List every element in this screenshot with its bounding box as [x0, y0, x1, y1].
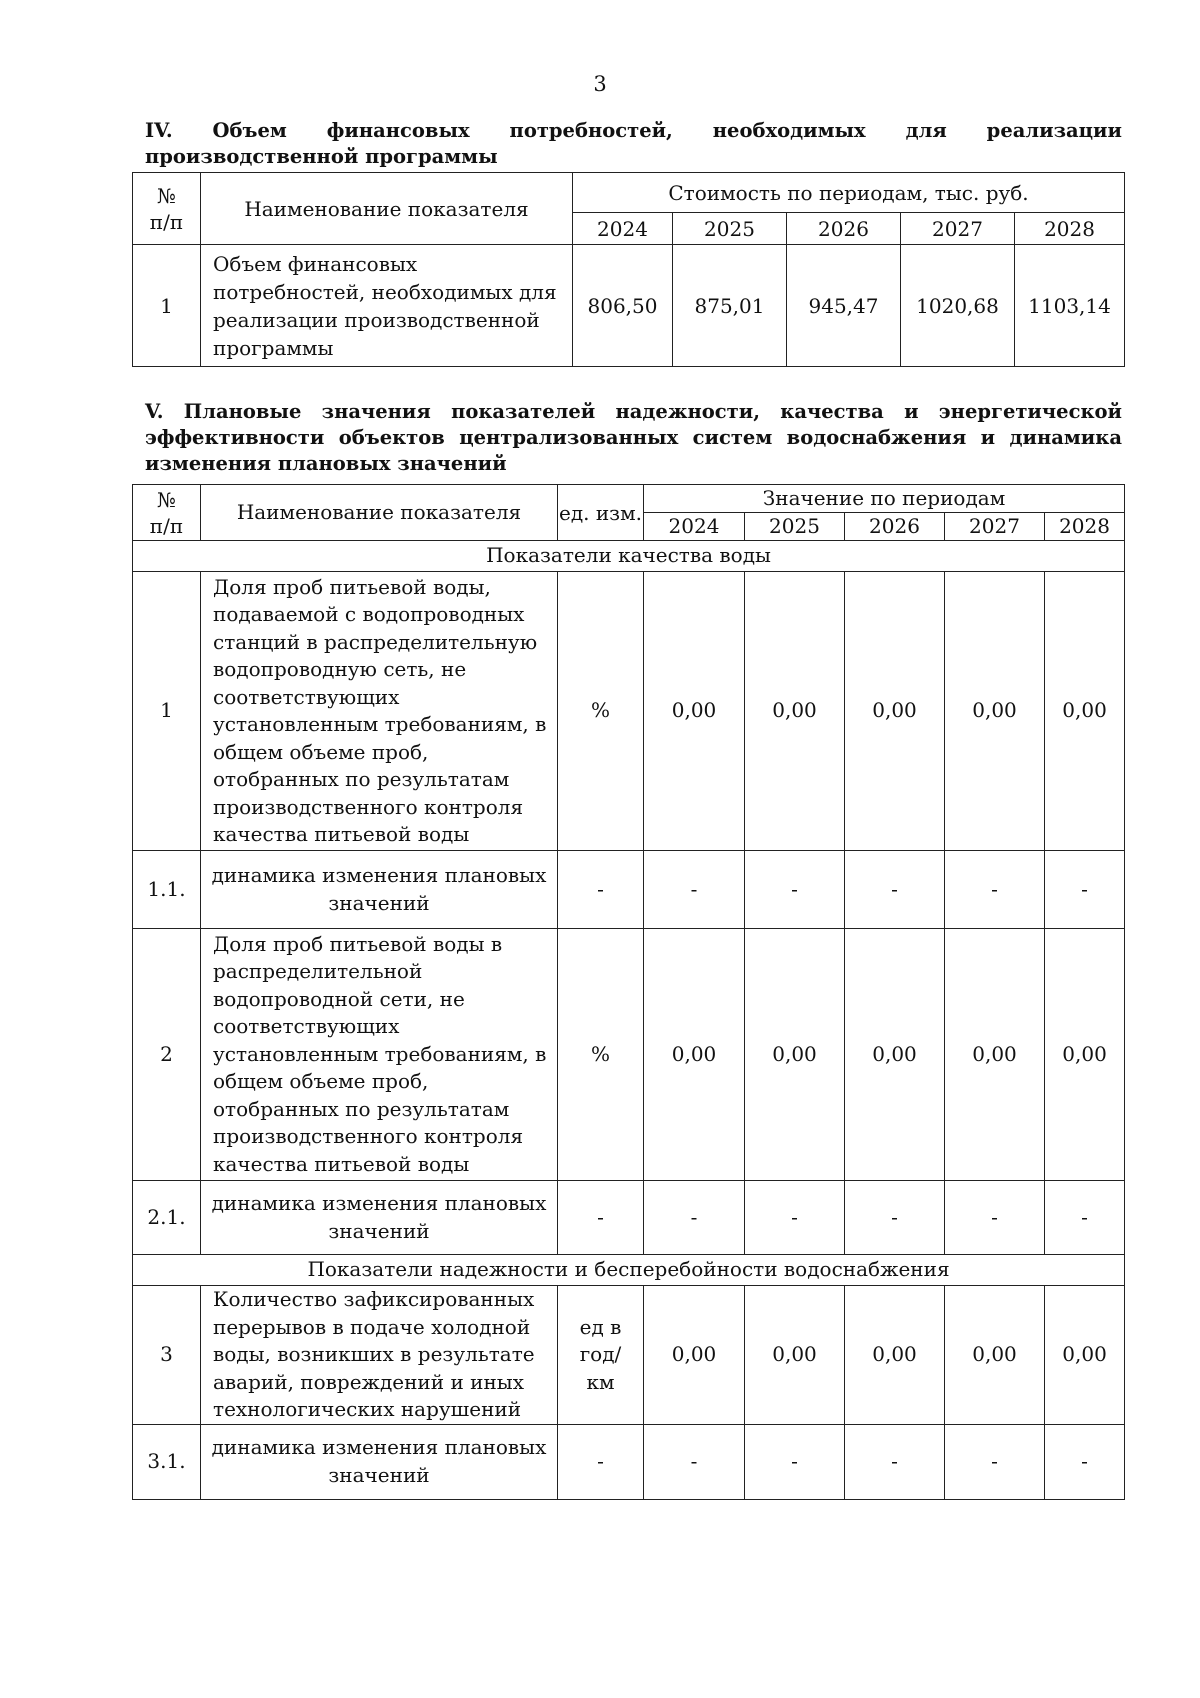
reliability-quality-table — [132, 484, 1125, 1500]
table-row — [133, 851, 1125, 929]
row-value: 945,47 — [787, 245, 901, 367]
year-header: 2027 — [901, 213, 1015, 245]
row-unit: - — [558, 851, 644, 929]
row-value: 0,00 — [845, 929, 945, 1181]
row-value: - — [745, 1181, 845, 1255]
section-5-title: V. Плановые значения показателей надежности, качества и энергетической эффективности объектов централизованных систем водоснабжения и динамика изменения плановых значений — [145, 400, 1122, 475]
year-header: 2024 — [644, 513, 745, 541]
page-number: 3 — [593, 72, 607, 96]
year-header: 2026 — [845, 513, 945, 541]
row-number: 1 — [133, 572, 201, 851]
row-value: - — [1045, 851, 1125, 929]
year-header: 2026 — [787, 213, 901, 245]
row-value: 1103,14 — [1015, 245, 1125, 367]
row-value: 0,00 — [1045, 1286, 1125, 1425]
table-row — [133, 1181, 1125, 1255]
row-indicator-name: динамика изменения плановых значений — [201, 851, 558, 929]
row-value: 0,00 — [644, 572, 745, 851]
year-header: 2028 — [1015, 213, 1125, 245]
col-header-indicator: Наименование показателя — [201, 173, 573, 245]
row-number: 1.1. — [133, 851, 201, 929]
year-header: 2028 — [1045, 513, 1125, 541]
year-header: 2024 — [573, 213, 673, 245]
row-value: - — [644, 1181, 745, 1255]
row-value: 806,50 — [573, 245, 673, 367]
row-number: 3 — [133, 1286, 201, 1425]
row-value: - — [745, 851, 845, 929]
section-4-title: IV. Объем финансовых потребностей, необходимых для реализации производственной программы — [145, 119, 1122, 168]
row-value: 0,00 — [845, 1286, 945, 1425]
row-number: 1 — [133, 245, 201, 367]
row-value: 875,01 — [673, 245, 787, 367]
row-value: - — [945, 1424, 1045, 1499]
financial-needs-table — [132, 172, 1125, 367]
col-header-cost-by-period: Стоимость по периодам, тыс. руб. — [573, 173, 1125, 213]
row-value: - — [845, 1181, 945, 1255]
col-header-indicator: Наименование показателя — [201, 485, 558, 541]
col-header-value-by-period: Значение по периодам — [644, 485, 1125, 513]
group-header-reliability: Показатели надежности и бесперебойности водоснабжения — [133, 1255, 1125, 1286]
row-unit: ед в год/ км — [558, 1286, 644, 1425]
row-value: 0,00 — [1045, 929, 1125, 1181]
row-value: - — [945, 1181, 1045, 1255]
row-value: 0,00 — [945, 572, 1045, 851]
year-header: 2025 — [673, 213, 787, 245]
row-indicator-name: Количество зафиксированных перерывов в подаче холодной воды, возникших в результате аварий, повреждений и иных технологических нарушений — [201, 1286, 558, 1425]
row-value: 0,00 — [945, 929, 1045, 1181]
row-value: 0,00 — [945, 1286, 1045, 1425]
row-value: 0,00 — [644, 929, 745, 1181]
row-value: - — [845, 851, 945, 929]
row-indicator-name: динамика изменения плановых значений — [201, 1424, 558, 1499]
row-value: - — [945, 851, 1045, 929]
row-value: 0,00 — [845, 572, 945, 851]
row-indicator-name: динамика изменения плановых значений — [201, 1181, 558, 1255]
row-value: 0,00 — [1045, 572, 1125, 851]
row-value: - — [644, 851, 745, 929]
row-value: - — [745, 1424, 845, 1499]
row-unit: - — [558, 1181, 644, 1255]
row-unit: % — [558, 929, 644, 1181]
table-row — [133, 929, 1125, 1181]
group-header-water-quality: Показатели качества воды — [133, 541, 1125, 572]
row-indicator-name: Доля проб питьевой воды в распределительной водопроводной сети, не соответствующих установленным требованиям, в общем объеме проб, отобранных по результатам производственного контроля качества питьевой воды — [201, 929, 558, 1181]
row-indicator-name: Объем финансовых потребностей, необходимых для реализации производственной программы — [201, 245, 573, 367]
row-value: 0,00 — [745, 1286, 845, 1425]
row-number: 2.1. — [133, 1181, 201, 1255]
row-number: 3.1. — [133, 1424, 201, 1499]
row-value: - — [644, 1424, 745, 1499]
year-header: 2025 — [745, 513, 845, 541]
col-header-number: № п/п — [133, 173, 201, 245]
col-header-unit: ед. изм. — [558, 485, 644, 541]
row-value: - — [845, 1424, 945, 1499]
table-row — [133, 245, 1125, 367]
row-value: 0,00 — [644, 1286, 745, 1425]
row-number: 2 — [133, 929, 201, 1181]
row-value: 0,00 — [745, 929, 845, 1181]
row-unit: % — [558, 572, 644, 851]
table-row — [133, 572, 1125, 851]
table-row — [133, 1286, 1125, 1425]
year-header: 2027 — [945, 513, 1045, 541]
row-unit: - — [558, 1424, 644, 1499]
row-indicator-name: Доля проб питьевой воды, подаваемой с водопроводных станций в распределительную водопроводную сеть, не соответствующих установленным требованиям, в общем объеме проб, отобранных по результатам производственного контроля качества питьевой воды — [201, 572, 558, 851]
row-value: 0,00 — [745, 572, 845, 851]
row-value: 1020,68 — [901, 245, 1015, 367]
row-value: - — [1045, 1424, 1125, 1499]
col-header-number: № п/п — [133, 485, 201, 541]
table-row — [133, 1424, 1125, 1499]
row-value: - — [1045, 1181, 1125, 1255]
